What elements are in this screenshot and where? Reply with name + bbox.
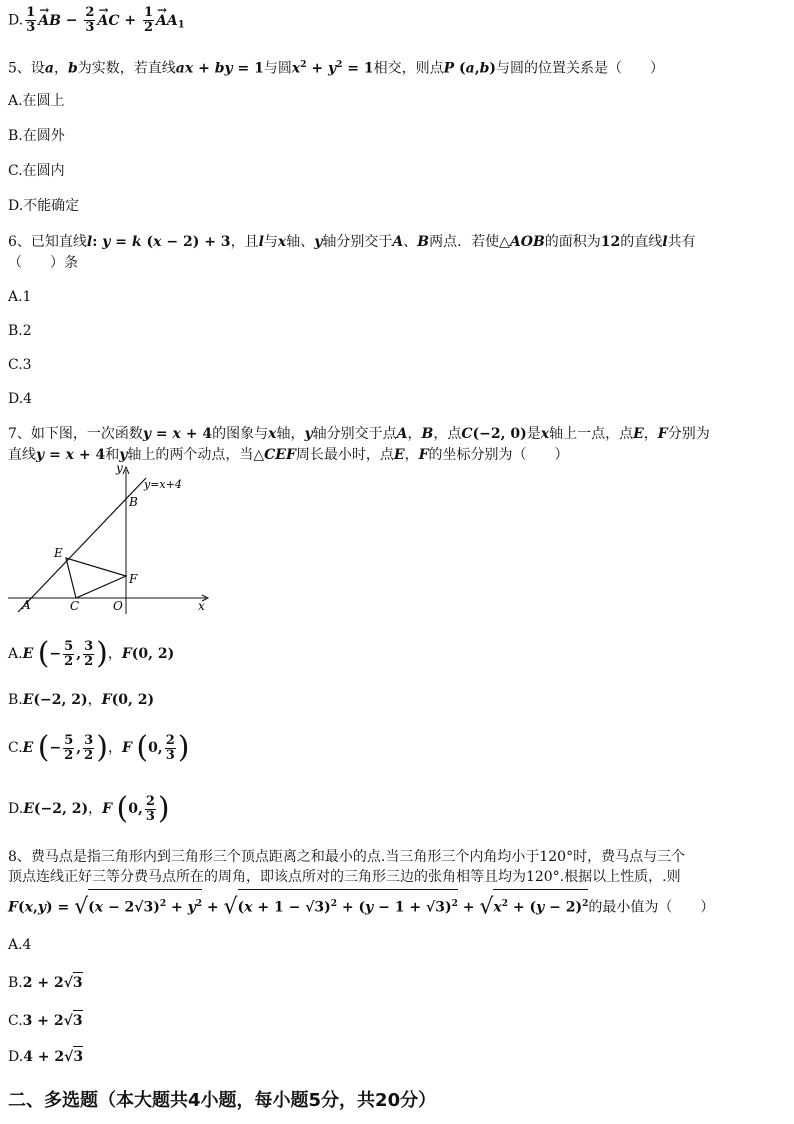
q7-stem-line2: 直线y = x + 4和y轴上的两个动点，当△CEF周长最小时，点E，F的坐标分别为（ ）	[8, 447, 569, 463]
q6-option-b[interactable]: B.2	[8, 323, 32, 339]
q8-option-a[interactable]: A.4	[8, 937, 32, 953]
option-label: D.	[8, 12, 24, 29]
q7-option-b[interactable]: B.E(−2, 2)，F(0, 2)	[8, 692, 155, 708]
triangle-cef	[66, 558, 126, 598]
point-b-label: B	[129, 495, 138, 509]
q8-stem-line1: 8、费马点是指三角形内到三角形三个顶点距离之和最小的点.当三角形三个内角均小于120°时，费马点与三个	[8, 849, 686, 865]
fraction: $\frac{1}{3}$	[26, 5, 36, 35]
q4-option-d[interactable]: D. $\frac{1}{3}$ → AB − $\frac{2}{3}$ → AC + $\frac{1}{2}$ → $AA_1$	[8, 6, 185, 35]
q7-option-d[interactable]: D.E(−2, 2)，F (0, $\frac{2}{3}$ )	[8, 791, 170, 826]
q6-option-a[interactable]: A.1	[8, 289, 32, 305]
q8-stem-line2: 顶点连线正好三等分费马点所在的周角，即该点所对的三角形三边的张角相等且均为120°.根据以上性质，.则	[8, 869, 681, 885]
q6-stem: 6、已知直线l: y = k (x − 2) + 3，且l与x轴、y轴分别交于A、B两点．若使△AOB的面积为12的直线l共有	[8, 234, 696, 250]
line-label: y=x+4	[144, 478, 182, 491]
q6-option-c[interactable]: C.3	[8, 357, 32, 373]
point-e-label: E	[54, 546, 63, 560]
q8-option-c[interactable]: C.3 + 2√3	[8, 1010, 83, 1030]
point-f-label: F	[129, 572, 138, 586]
q6-stem-line2: （ ）条	[8, 255, 78, 271]
line-y-x-plus-4	[18, 478, 146, 612]
q5-option-a[interactable]: A.在圆上	[8, 93, 65, 109]
section-heading: 二、多选题（本大题共4小题，每小题5分，共20分）	[8, 1090, 437, 1111]
q5-stem: 5、设a，b为实数，若直线ax + by = 1与圆$x^2 + y^2 = 1$相交，则点P (a,b)与圆的位置关系是（ ）	[8, 60, 665, 77]
q8-option-d[interactable]: D.4 + 2√3	[8, 1046, 83, 1066]
point-a-label: A	[22, 598, 31, 612]
point-c-label: C	[70, 599, 80, 613]
q5-option-c[interactable]: C.在圆内	[8, 163, 65, 179]
q5-option-b[interactable]: B.在圆外	[8, 128, 65, 144]
q8-option-b[interactable]: B.2 + 2√3	[8, 972, 83, 992]
q6-option-d[interactable]: D.4	[8, 391, 33, 407]
q7-stem: 7、如下图，一次函数y = x + 4的图象与x轴，y轴分别交于点A，B，点C(−2, 0)是x轴上一点，点E，F分别为	[8, 426, 710, 442]
q7-option-a[interactable]: A.E (− $\frac{5}{2}$ , $\frac{3}{2}$ )，F(0, 2)	[8, 636, 175, 671]
q8-formula: $F(x,y) = √(x - 2√3)^2 + y^2 + √(x + 1 - √3)^2 + (y - 1 + √3)^2 + √x^2 + (y - 2)^2$的最小值为（ ）	[8, 889, 714, 921]
origin-label: O	[113, 599, 123, 613]
q7-figure	[6, 464, 216, 616]
q7-option-c[interactable]: C.E (− $\frac{5}{2}$ , $\frac{3}{2}$ )，F (0, $\frac{2}{3}$ )	[8, 730, 190, 765]
q5-option-d[interactable]: D.不能确定	[8, 198, 80, 214]
y-axis-label: y	[116, 464, 123, 475]
x-axis-label: x	[198, 599, 205, 613]
